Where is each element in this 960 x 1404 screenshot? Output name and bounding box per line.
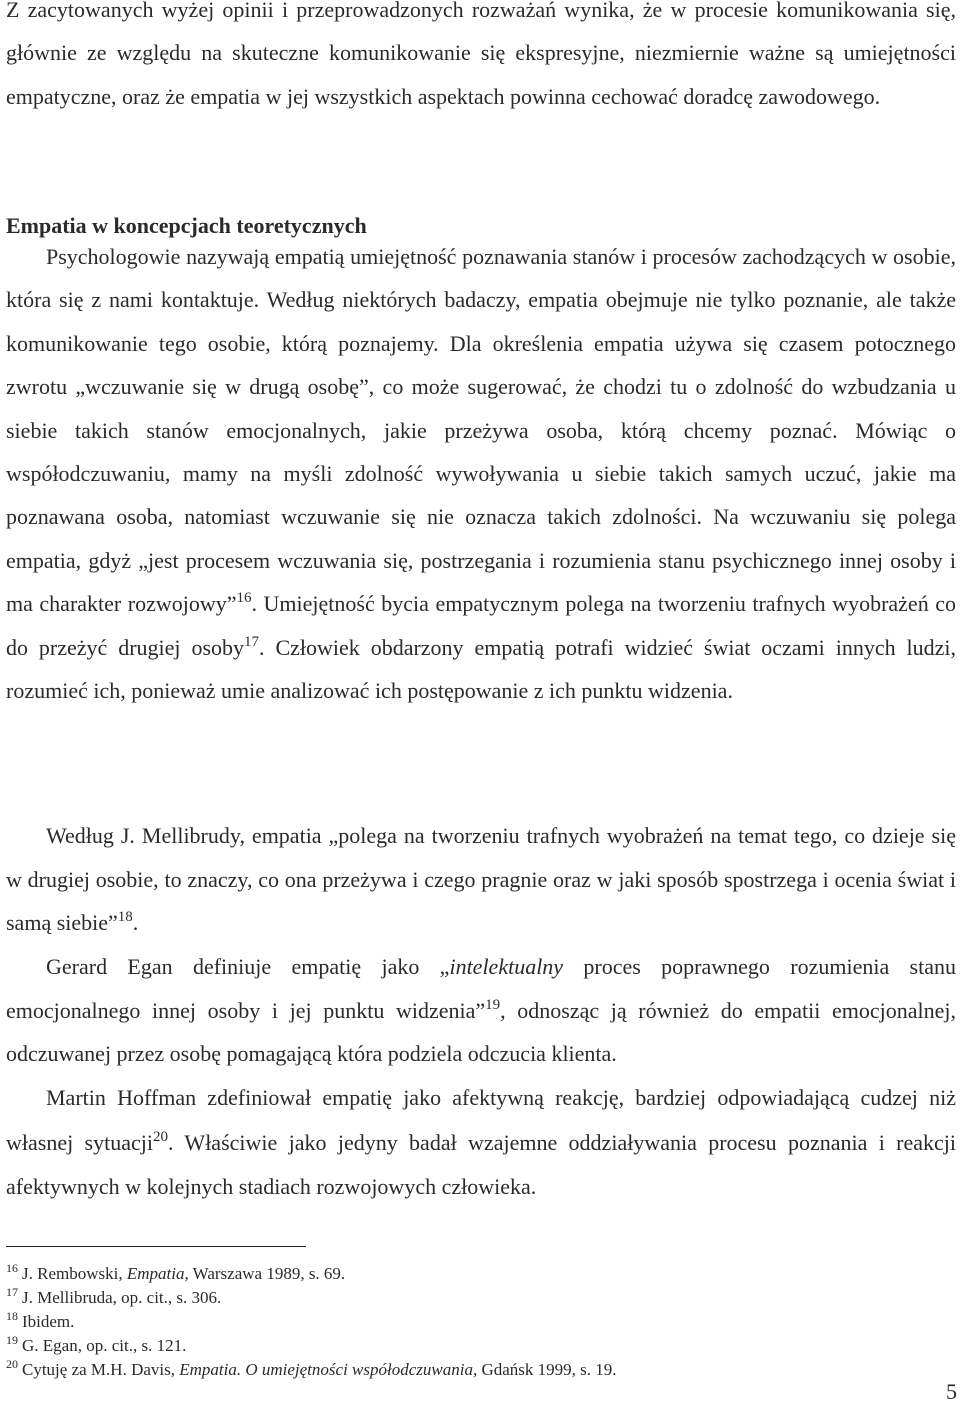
- footnote-17: [6, 1286, 956, 1310]
- footnote-ref-18[interactable]: 18: [117, 909, 133, 925]
- paragraph-text: . Człowiek obdarzony empatią potrafi widzieć świat oczami innych ludzi, rozumieć ich, ponieważ umie analizować ich postępowanie z ich punktu widzenia.: [6, 634, 956, 704]
- footnote-19: [6, 1334, 956, 1358]
- footnote-text: J. Mellibruda, op. cit., s. 306.: [22, 1288, 222, 1307]
- footnote-text: Cytuję za M.H. Davis,: [22, 1360, 180, 1379]
- paragraph-text: . Umiejętność bycia empatycznym polega na tworzeniu trafnych wyobrażeń co do przeżyć drugiej osoby: [6, 591, 956, 660]
- paragraph-text: proces poprawnego rozumienia stanu emocjonalnego innej osoby i jej punktu widzenia”: [6, 954, 956, 1023]
- footnote-number: 19: [6, 1333, 18, 1347]
- footnote-number: 17: [6, 1285, 18, 1299]
- paragraph-text: . Właściwie jako jedyny badał wzajemne oddziaływania procesu poznania i reakcji afektywnych w kolejnych stadiach rozwojowych człowieka.: [6, 1129, 956, 1199]
- body-paragraph-egan: [6, 945, 956, 1076]
- paragraph-text: Psychologowie nazywają empatią umiejętność poznawania stanów i procesów zachodzących w osobie, która się z nami kontaktuje. Według niektórych badaczy, empatia obejmuje nie tylko poznanie, ale także komunikowanie tego osobie, którą poznajemy. Dla określenia empatia używa się czasem potocznego zwrotu „wczuwanie się w drugą osobę”, co może sugerować, że chodzi tu o zdolność do wzbudzania u siebie takich stanów emocjonalnych, jakie przeżywa osoba, którą chcemy poznać. Mówiąc o współodczuwaniu, mamy na myśli zdolność wywoływania u siebie takich samych uczuć, jakie ma poznawana osoba, natomiast wczuwanie się nie oznacza takich zdolności. Na wczuwaniu się polega empatia, gdyż „jest procesem wczuwania się, postrzegania i rozumienia stanu psychicznego innej osoby i ma charakter rozwojowy”: [6, 244, 956, 617]
- section-heading: Empatia w koncepcjach teoretycznych: [6, 213, 367, 238]
- body-paragraph-hoffman: [6, 1076, 956, 1210]
- paragraph-text: .: [132, 910, 139, 935]
- footnote-separator: [6, 1246, 306, 1247]
- document-page: [6, 0, 956, 1404]
- footnote-ref-16[interactable]: 16: [236, 590, 252, 607]
- footnote-text: Ibidem.: [22, 1312, 75, 1331]
- intro-paragraph: Z zacytowanych wyżej opinii i przeprowadzonych rozważań wynika, że w procesie komunikowania się, głównie ze względu na skuteczne komunikowanie się ekspresyjne, niezmiernie ważne są umiejętności empatyczne, oraz że empatia w jej wszystkich aspektach powinna cechować doradcę zawodowego.: [6, 0, 956, 109]
- footnotes: [6, 1262, 956, 1382]
- footnote-text: G. Egan, op. cit., s. 121.: [22, 1336, 187, 1355]
- footnote-number: 16: [6, 1261, 18, 1275]
- paragraph-text: Gerard Egan definiuje empatię jako „: [46, 954, 450, 979]
- body-paragraph-psychologists: [6, 235, 956, 712]
- footnote-text: Warszawa 1989, s. 69.: [188, 1264, 346, 1283]
- footnote-16: [6, 1262, 956, 1286]
- paragraph-text: Według J. Mellibrudy, empatia „polega na tworzeniu trafnych wyobrażeń na temat tego, co dzieje się w drugiej osobie, to znaczy, co ona przeżywa i czego pragnie oraz w jaki sposób spostrzega i ocenia świat i samą siebie”: [6, 823, 956, 935]
- footnote-18: [6, 1310, 956, 1334]
- footnote-ref-17[interactable]: 17: [244, 633, 260, 650]
- footnote-text: Gdańsk 1999, s. 19.: [477, 1360, 617, 1379]
- footnote-number: 20: [6, 1357, 18, 1371]
- footnote-20: [6, 1358, 956, 1382]
- paragraph-text: Martin Hoffman zdefiniował empatię jako afektywną reakcję, bardziej odpowiadającą cudzej niż własnej sytuacji: [6, 1085, 956, 1155]
- footnote-ref-20[interactable]: 20: [152, 1128, 168, 1145]
- emphasis-text: intelektualny: [449, 954, 564, 979]
- footnote-title: Empatia. O umiejętności współodczuwania,: [179, 1360, 478, 1379]
- footnote-number: 18: [6, 1309, 18, 1323]
- body-paragraph-mellibruda: [6, 814, 956, 945]
- footnote-text: J. Rembowski,: [22, 1264, 127, 1283]
- paragraph-text: , odnosząc ją również do empatii emocjonalnej, odczuwanej przez osobę pomagającą która podziela odczucia klienta.: [6, 997, 956, 1066]
- footnote-ref-19[interactable]: 19: [485, 996, 501, 1013]
- page-number: 5: [946, 1379, 957, 1404]
- footnote-title: Empatia,: [126, 1264, 189, 1283]
